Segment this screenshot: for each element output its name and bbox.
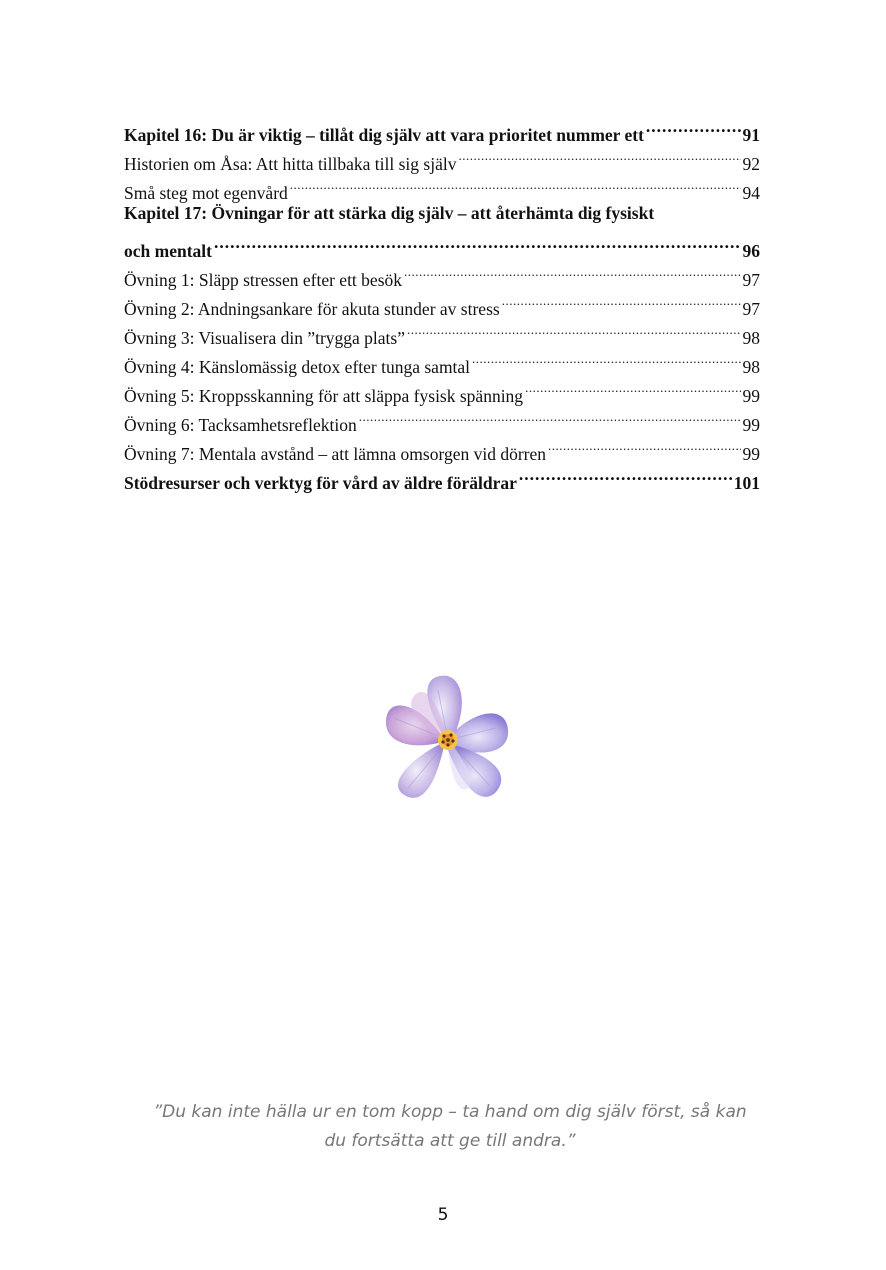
toc-entry-title: Övning 3: Visualisera din ”trygga plats” — [124, 328, 405, 348]
toc-entry-title: Övning 6: Tacksamhetsreflektion — [124, 415, 357, 435]
toc-leader-dots — [472, 344, 740, 373]
toc-entry-page: 98 — [742, 357, 760, 377]
toc-entry-page: 99 — [742, 386, 760, 406]
quote-line: du fortsätta att ge till andra.” — [324, 1131, 576, 1151]
quote-line: ”Du kan inte hälla ur en tom kopp – ta hand om dig själv först, så kan — [153, 1102, 747, 1122]
toc-entry-title: Kapitel 16: Du är viktig – tillåt dig själv att vara prioritet nummer ett — [124, 125, 644, 145]
toc-leader-dots — [214, 228, 741, 257]
toc-entry-page: 99 — [742, 415, 760, 435]
quote-block — [150, 1098, 750, 1156]
toc-leader-dots — [407, 315, 741, 344]
toc-entry-title: Övning 4: Känslomässig detox efter tunga samtal — [124, 357, 471, 377]
toc-entry[interactable] — [124, 257, 760, 290]
toc-entry-page: 99 — [742, 444, 760, 464]
toc-entry-page: 101 — [733, 473, 760, 493]
toc-entry-title: Övning 7: Mentala avstånd – att lämna omsorgen vid dörren — [124, 444, 547, 464]
toc-entry-title-continued: och mentalt — [124, 241, 212, 261]
toc-leader-dots — [646, 112, 741, 141]
toc-entry-page: 96 — [742, 241, 760, 261]
toc-entry-first-line[interactable] — [124, 199, 760, 228]
toc-entry-page: 97 — [742, 299, 760, 319]
page-number: 5 — [437, 1205, 449, 1225]
toc-leader-dots — [519, 460, 732, 489]
toc-entry-page: 94 — [742, 183, 760, 203]
toc-entry-page: 91 — [742, 125, 760, 145]
toc-entry-title: Små steg mot egenvård — [124, 183, 288, 203]
toc-entry-page: 92 — [742, 154, 760, 174]
toc-entry-title: Övning 5: Kroppsskanning för att släppa fysisk spänning — [124, 386, 524, 406]
toc-leader-dots — [404, 257, 740, 286]
toc-entry[interactable] — [124, 112, 760, 145]
toc-leader-dots — [290, 170, 741, 199]
toc-entry-title: Övning 1: Släpp stressen efter ett besök — [124, 270, 403, 290]
toc-entry-continuation[interactable] — [124, 228, 760, 261]
toc-entry-title: Kapitel 17: Övningar för att stärka dig själv – att återhämta dig fysiskt — [124, 203, 655, 223]
toc-leader-dots — [359, 402, 741, 431]
toc-leader-dots — [548, 431, 740, 460]
toc-entry-title: Historien om Åsa: Att hitta tillbaka till sig själv — [124, 154, 457, 174]
toc-entry-page: 98 — [742, 328, 760, 348]
toc-entry-page: 97 — [742, 270, 760, 290]
toc-entry-title: Övning 2: Andningsankare för akuta stunder av stress — [124, 299, 500, 319]
toc-leader-dots — [525, 373, 740, 402]
toc-leader-dots — [458, 141, 740, 170]
flower-icon — [378, 670, 514, 808]
toc-entry-title: Stödresurser och verktyg för vård av äldre föräldrar — [124, 473, 517, 493]
table-of-contents — [124, 112, 760, 493]
toc-leader-dots — [502, 286, 741, 315]
